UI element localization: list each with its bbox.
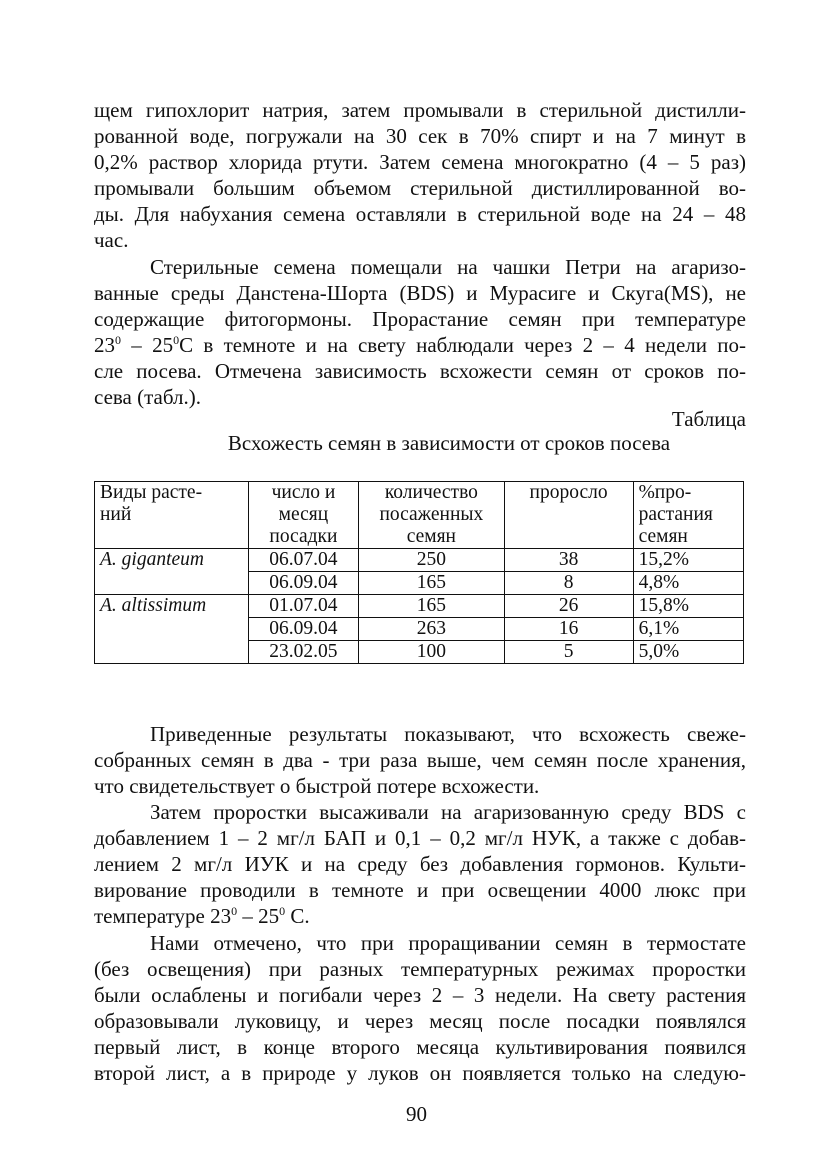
text-line: Приведенные результаты показывают, что всхожесть свеже- <box>150 722 746 746</box>
text-line <box>94 332 746 358</box>
date-cell: 06.07.04 <box>248 549 358 572</box>
text-line: второй лист, а в природе у луков он появляется только на следую- <box>94 1061 746 1085</box>
sprouted-cell: 26 <box>504 595 633 618</box>
planted-cell: 250 <box>359 549 504 572</box>
text-line: ды. Для набухания семена оставляли в стерильной воде на 24 – 48 <box>94 202 746 226</box>
date-cell: 06.09.04 <box>248 572 358 595</box>
percent-cell: 6,1% <box>633 618 743 641</box>
text-line: Затем проростки высаживали на агаризованную среду BDS с <box>150 800 746 824</box>
superscript: 0 <box>231 904 238 918</box>
header-text: ний <box>100 504 132 525</box>
text-fragment: С. <box>285 904 310 928</box>
header-text: посадки <box>269 526 338 547</box>
text-line <box>94 903 746 929</box>
text-line: рованной воде, погружали на 30 сек в 70% спирт и на 7 минут в <box>94 124 746 148</box>
sprouted-cell: 38 <box>504 549 633 572</box>
text-line: час. <box>94 228 129 252</box>
text-line: образовывали луковицу, и через месяц после посадки появлялся <box>94 1009 746 1033</box>
text-line: ванные среды Данстена-Шорта (BDS) и Мурасиге и Скуга(MS), не <box>94 281 746 305</box>
date-cell: 01.07.04 <box>248 595 358 618</box>
text-line: (без освещения) при разных температурных режимах проростки <box>94 957 746 981</box>
sprouted-cell: 5 <box>504 641 633 664</box>
species-cell: A. giganteum <box>95 549 249 595</box>
header-text: семян <box>406 526 456 547</box>
text-fragment: 23 <box>94 333 115 357</box>
germination-table <box>94 481 744 664</box>
percent-cell: 4,8% <box>633 572 743 595</box>
text-line: добавлением 1 – 2 мг/л БАП и 0,1 – 0,2 мг/л НУК, а также с добав- <box>94 826 746 850</box>
planted-cell: 165 <box>359 595 504 618</box>
header-text: проросло <box>529 482 608 503</box>
planted-cell: 165 <box>359 572 504 595</box>
table-row <box>95 549 744 572</box>
superscript: 0 <box>115 333 121 347</box>
percent-cell: 5,0% <box>633 641 743 664</box>
date-cell: 06.09.04 <box>248 618 358 641</box>
table-row <box>95 595 744 618</box>
text-line: были ослаблены и погибали через 2 – 3 недели. На свету растения <box>94 983 746 1007</box>
header-text: посаженных <box>379 504 484 525</box>
header-percent <box>633 482 743 549</box>
header-date <box>248 482 358 549</box>
header-text: количество <box>384 482 478 503</box>
header-planted <box>359 482 504 549</box>
date-cell: 23.02.05 <box>248 641 358 664</box>
text-line: 0,2% раствор хлорида ртути. Затем семена многократно (4 – 5 раз) <box>94 150 746 174</box>
header-text: семян <box>638 526 688 547</box>
text-line: первый лист, в конце второго месяца культивирования появился <box>94 1035 746 1059</box>
header-text: число и <box>271 482 336 503</box>
header-text: месяц <box>278 504 329 525</box>
planted-cell: 100 <box>359 641 504 664</box>
species-cell: A. altissimum <box>95 595 249 664</box>
text-fragment: С в темноте и на свету наблюдали через 2 – 4 недели по- <box>179 333 747 357</box>
table-header-row <box>95 482 744 549</box>
page-number: 90 <box>406 1102 427 1126</box>
header-species <box>95 482 249 549</box>
superscript: 0 <box>279 904 286 918</box>
text-line: промывали большим объемом стерильной дистиллированной во- <box>94 176 746 200</box>
text-line: что свидетельствует о быстрой потере всхожести. <box>94 774 540 798</box>
sprouted-cell: 8 <box>504 572 633 595</box>
text-line: Нами отмечено, что при проращивании семян в термостате <box>150 931 746 955</box>
header-text: растания <box>638 504 713 525</box>
sprouted-cell: 16 <box>504 618 633 641</box>
text-fragment: температуре 23 <box>94 904 232 928</box>
text-line: вирование проводили в темноте и при освещении 4000 люкс при <box>94 878 746 902</box>
table-label: Таблица <box>671 407 746 431</box>
text-line: сева (табл.). <box>94 385 201 409</box>
text-fragment: – 25 <box>237 904 280 928</box>
percent-cell: 15,2% <box>633 549 743 572</box>
percent-cell: 15,8% <box>633 595 743 618</box>
text-line: щем гипохлорит натрия, затем промывали в стерильной дистилли- <box>94 98 746 122</box>
header-sprouted <box>504 482 633 549</box>
text-line: Стерильные семена помещали на чашки Петри на агаризо- <box>150 255 746 279</box>
text-line: собранных семян в два - три раза выше, чем семян после хранения, <box>94 748 746 772</box>
superscript: 0 <box>173 333 180 347</box>
text-line: содержащие фитогормоны. Прорастание семян при температуре <box>94 307 746 331</box>
text-line: лением 2 мг/л ИУК и на среду без добавления гормонов. Культи- <box>94 852 746 876</box>
header-text: Виды расте- <box>100 482 203 503</box>
text-line: сле посева. Отмечена зависимость всхожести семян от сроков по- <box>94 359 746 383</box>
planted-cell: 263 <box>359 618 504 641</box>
text-fragment: – 25 <box>121 333 174 357</box>
table-title: Всхожесть семян в зависимости от сроков посева <box>227 431 671 455</box>
header-text: %про- <box>638 482 692 503</box>
